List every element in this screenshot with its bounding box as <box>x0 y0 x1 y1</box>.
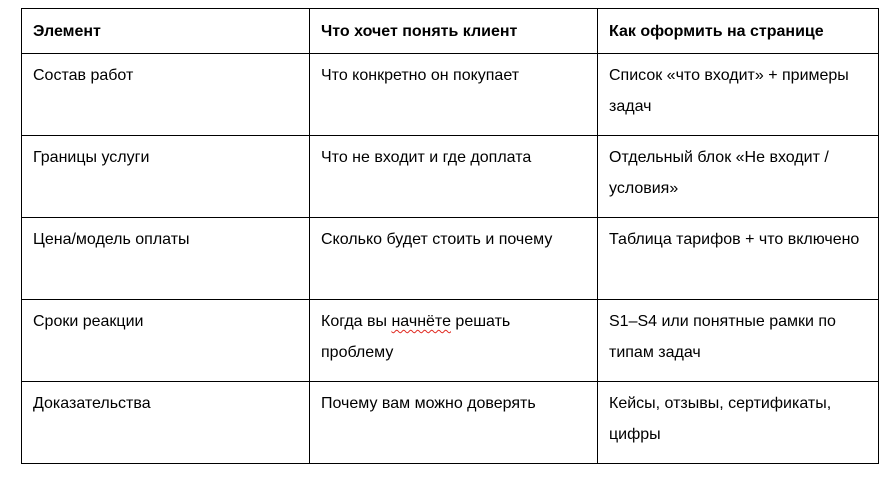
column-header-client-question: Что хочет понять клиент <box>310 9 598 54</box>
cell-client-question: Сколько будет стоить и почему <box>310 218 598 300</box>
cell-client-question: Что конкретно он покупает <box>310 54 598 136</box>
column-header-element: Элемент <box>22 9 310 54</box>
cell-client-question <box>310 300 598 382</box>
cell-page-design: Список «что входит» + примеры задач <box>598 54 879 136</box>
cell-client-question: Что не входит и где доплата <box>310 136 598 218</box>
cell-page-design: Отдельный блок «Не входит / условия» <box>598 136 879 218</box>
cell-text-suffix: решать проблему <box>321 313 511 361</box>
table-row <box>22 54 879 136</box>
column-header-page-design: Как оформить на странице <box>598 9 879 54</box>
table-header-row <box>22 9 879 54</box>
cell-page-design: Кейсы, отзывы, сертификаты, цифры <box>598 382 879 464</box>
table-row <box>22 218 879 300</box>
spellcheck-flagged-word[interactable]: начнёте <box>391 313 451 330</box>
table-row <box>22 136 879 218</box>
table-row <box>22 300 879 382</box>
cell-page-design: Таблица тарифов + что включено <box>598 218 879 300</box>
cell-text-prefix: Когда вы <box>321 313 392 330</box>
content-table <box>21 8 879 464</box>
table-row <box>22 382 879 464</box>
cell-element: Границы услуги <box>22 136 310 218</box>
cell-element: Доказательства <box>22 382 310 464</box>
cell-element: Цена/модель оплаты <box>22 218 310 300</box>
cell-element: Сроки реакции <box>22 300 310 382</box>
cell-element: Состав работ <box>22 54 310 136</box>
cell-page-design: S1–S4 или понятные рамки по типам задач <box>598 300 879 382</box>
cell-client-question: Почему вам можно доверять <box>310 382 598 464</box>
